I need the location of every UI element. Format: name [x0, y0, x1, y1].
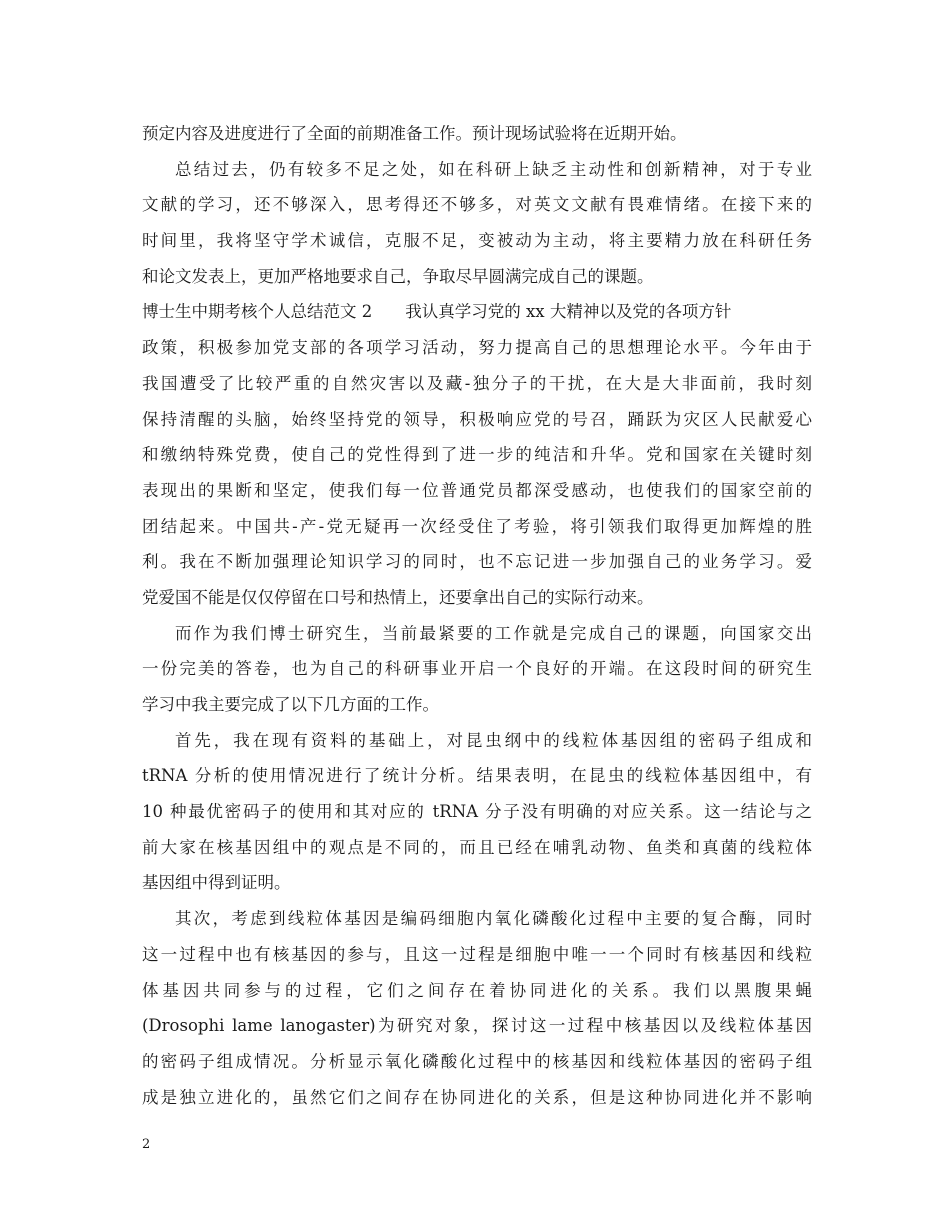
text-line: 基因组中得到证明。	[142, 873, 291, 893]
text-line: (Drosophi lame lanogaster)为研究对象，探讨这一过程中核基因以及线粒体基因	[142, 1016, 812, 1036]
text-line: 时间里，我将坚守学术诚信，克服不足，变被动为主动，将主要精力放在科研任务	[142, 231, 812, 251]
text-line: 预定内容及进度进行了全面的前期准备工作。预计现场试验将在近期开始。	[142, 124, 687, 143]
text-line: 学习中我主要完成了以下几方面的工作。	[142, 695, 439, 714]
page-number: 2	[142, 1137, 151, 1152]
text-line: 一份完美的答卷，也为自己的科研事业开启一个良好的开端。在这段时间的研究生	[142, 659, 812, 679]
text-line: 成是独立进化的，虽然它们之间存在协同进化的关系，但是这种协同进化并不影响	[142, 1087, 812, 1107]
text-line: 10 种最优密码子的使用和其对应的 tRNA 分子没有明确的对应关系。这一结论与之	[142, 802, 812, 822]
paragraph-start-line: 其次，考虑到线粒体基因是编码细胞内氧化磷酸化过程中主要的复合酶，同时	[175, 909, 812, 929]
text-line: 体基因共同参与的过程，它们之间存在着协同进化的关系。我们以黑腹果蝇	[142, 980, 812, 1000]
text-line: 团结起来。中国共-产-党无疑再一次经受住了考验，将引领我们取得更加辉煌的胜	[142, 516, 812, 536]
text-line: 我国遭受了比较严重的自然灾害以及藏-独分子的干扰，在大是大非面前，我时刻	[142, 373, 812, 393]
text-line: 和论文发表上，更加严格地要求自己，争取尽早圆满完成自己的课题。	[142, 266, 654, 286]
text-line: 这一过程中也有核基因的参与，且这一过程是细胞中唯一一个同时有核基因和线粒	[142, 944, 812, 964]
text-line: 和缴纳特殊党费，使自己的党性得到了进一步的纯洁和升华。党和国家在关键时刻	[142, 445, 812, 465]
paragraph-start-line: 首先，我在现有资料的基础上，对昆虫纲中的线粒体基因组的密码子组成和	[175, 730, 812, 750]
text-line: 党爱国不能是仅仅停留在口号和热情上，还要拿出自己的实际行动来。	[142, 587, 654, 607]
text-line: 政策，积极参加党支部的各项学习活动，努力提高自己的思想理论水平。今年由于	[142, 338, 812, 358]
paragraph-start-line: 总结过去，仍有较多不足之处，如在科研上缺乏主动性和创新精神，对于专业	[175, 159, 812, 179]
paragraph-start-line: 而作为我们博士研究生，当前最紧要的工作就是完成自己的课题，向国家交出	[175, 623, 812, 643]
text-line: 文献的学习，还不够深入，思考得还不够多，对英文文献有畏难情绪。在接下来的	[142, 195, 812, 215]
body-text	[142, 116, 812, 1115]
text-line: 表现出的果断和坚定，使我们每一位普通党员都深受感动，也使我们的国家空前的	[142, 480, 812, 500]
text-line: 的密码子组成情况。分析显示氧化磷酸化过程中的核基因和线粒体基因的密码子组	[142, 1051, 812, 1071]
text-line: tRNA 分析的使用情况进行了统计分析。结果表明，在昆虫的线粒体基因组中，有	[142, 766, 812, 786]
text-line: 保持清醒的头脑，始终坚持党的领导，积极响应党的号召，踊跃为灾区人民献爱心	[142, 409, 812, 429]
text-line: 前大家在核基因组中的观点是不同的，而且已经在哺乳动物、鱼类和真菌的线粒体	[142, 837, 812, 857]
text-line: 利。我在不断加强理论知识学习的同时，也不忘记进一步加强自己的业务学习。爱	[142, 552, 812, 572]
section-heading-line: 博士生中期考核个人总结范文 2 我认真学习党的 xx 大精神以及党的各项方针	[142, 302, 732, 322]
